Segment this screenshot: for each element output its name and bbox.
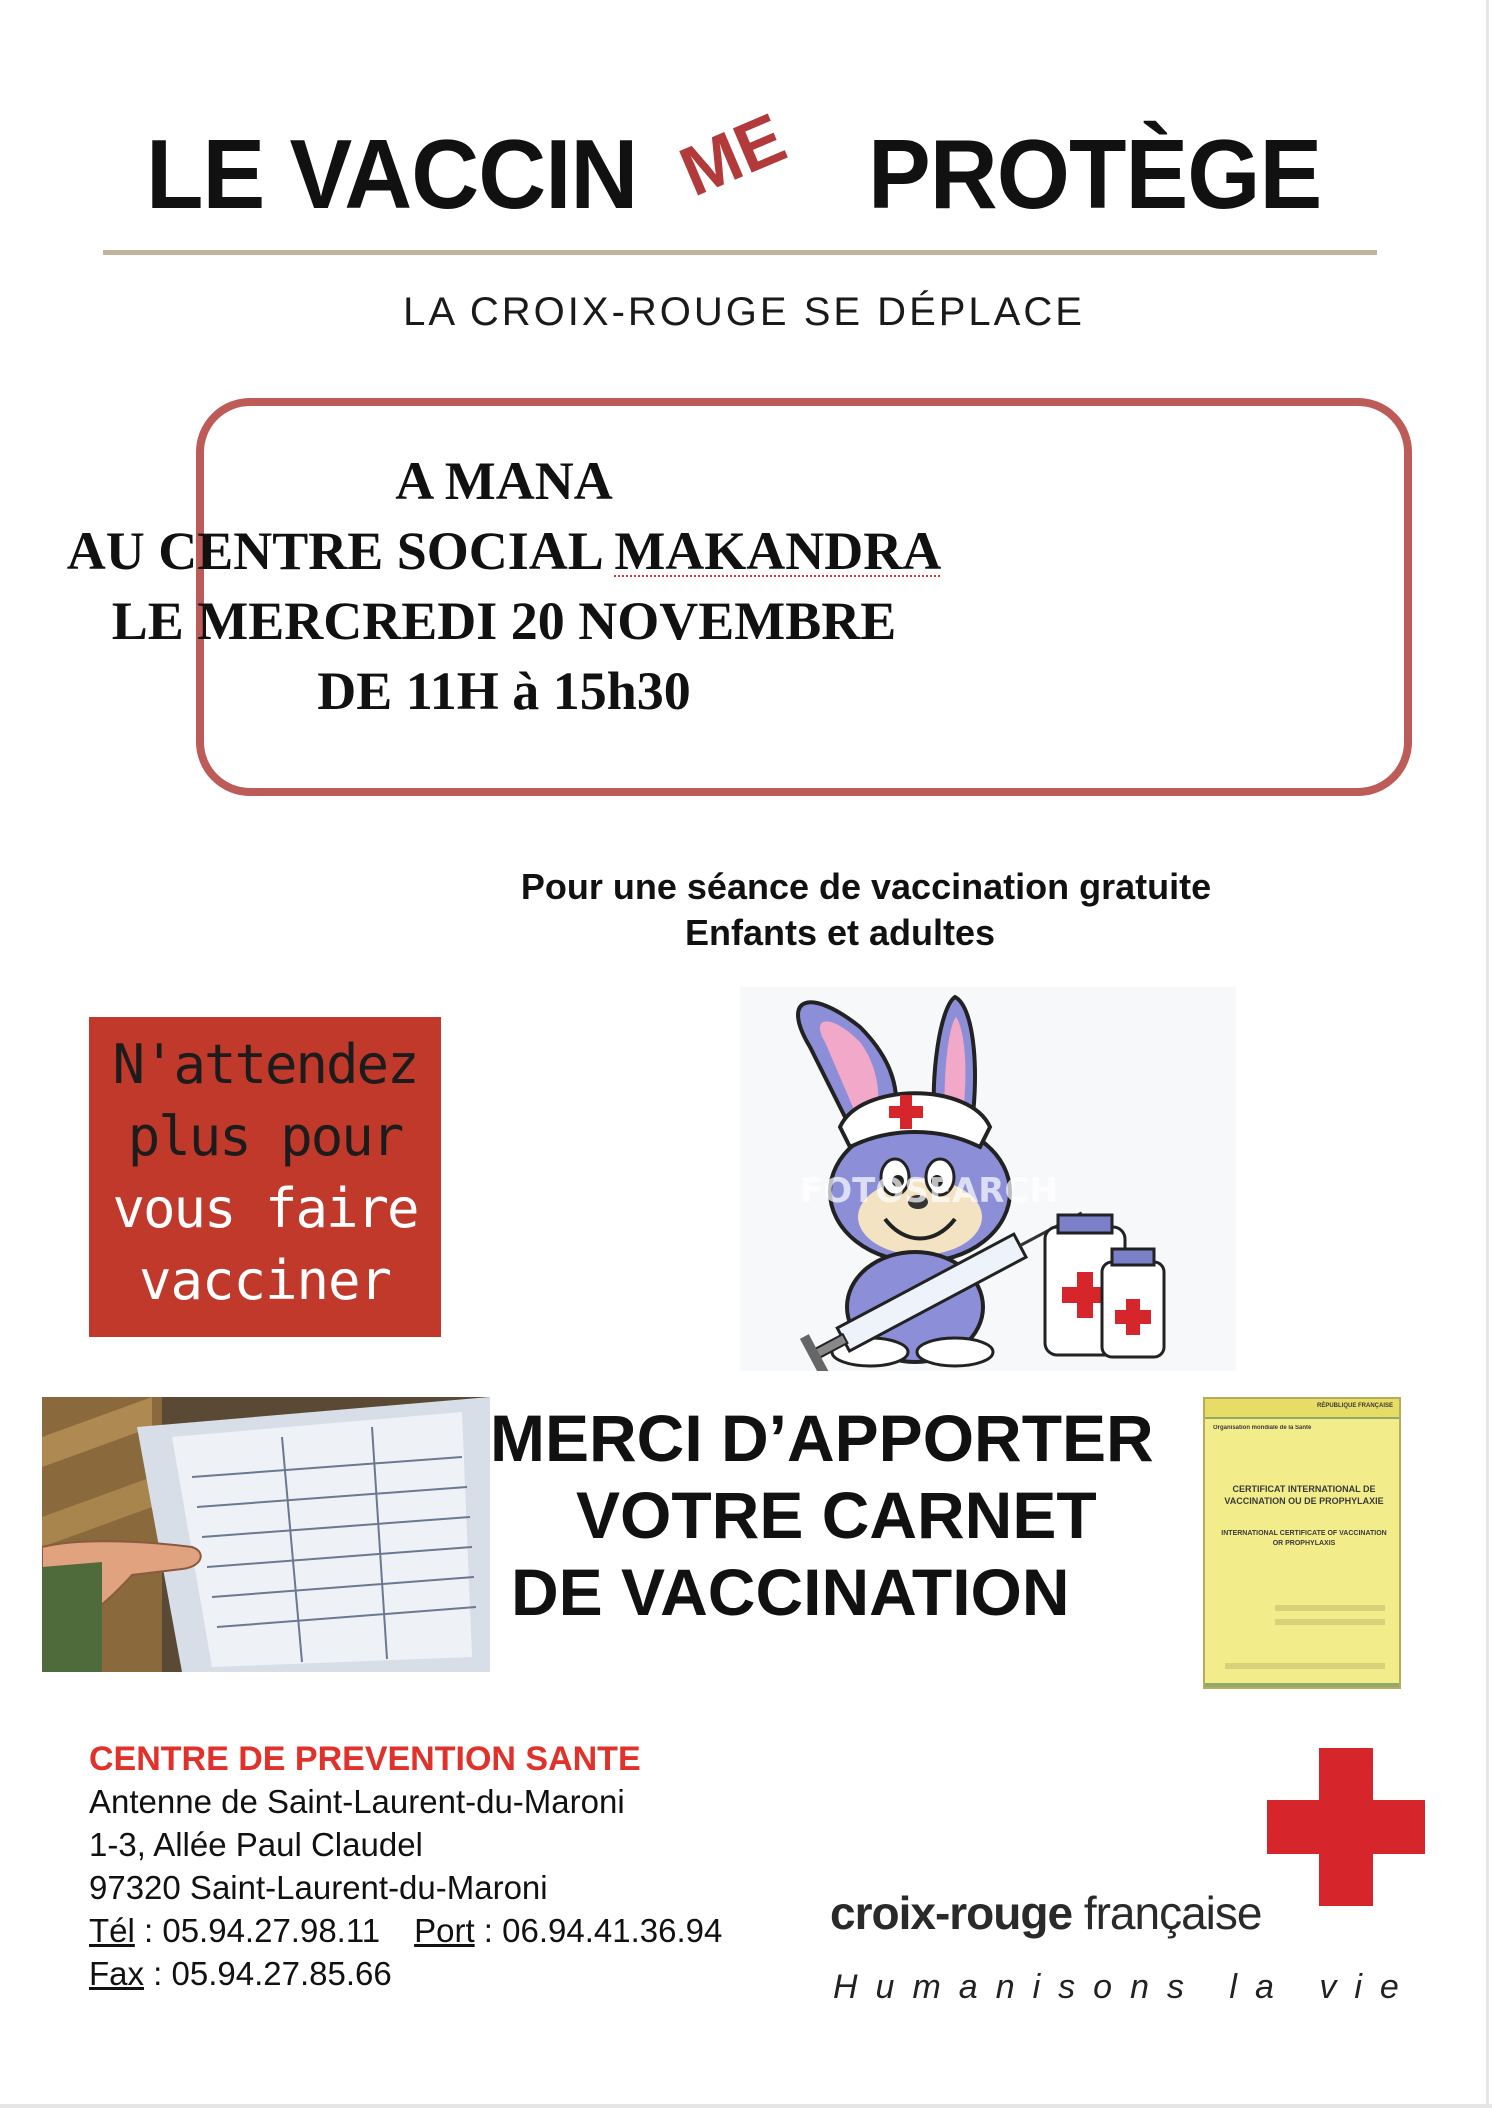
illustration-watermark: FOTOSEARCH [800,1171,1058,1211]
cert-title-fr: CERTIFICAT INTERNATIONAL DE VACCINATION OU DE PROPHYLAXIE [1224,1484,1384,1506]
venue-name: MAKANDRA [614,521,942,581]
title-divider [103,250,1377,255]
tel-label: Tél [89,1912,135,1949]
event-date: LE MERCREDI 20 NOVEMBRE [111,591,897,651]
contact-fax [89,1955,392,1993]
vaccination-certificate-image [1203,1397,1401,1689]
nurse-bunny-illustration [740,987,1236,1371]
cert-header: RÉPUBLIQUE FRANÇAISE [1316,1403,1393,1409]
subtitle: LA CROIX-ROUGE SE DÉPLACE [403,290,1085,334]
cert-org: Organisation mondiale de la Santé [1213,1425,1312,1431]
brand-motto: Humanisons la vie [833,1968,1417,2006]
reminder-line-3: DE VACCINATION [511,1555,1070,1629]
vaccination-book-photo [42,1397,490,1672]
title-part-1: LE VACCIN [146,119,638,229]
fax-value: : 05.94.27.85.66 [144,1955,392,1992]
red-cross-logo-icon [1267,1748,1425,1906]
title-me: ME [669,98,797,212]
sign-line-1: N'attendez [112,1033,418,1096]
event-hours: DE 11H à 15h30 [317,661,691,721]
title-part-3: PROTÈGE [868,119,1322,229]
event-location: A MANA [395,451,613,511]
nattendez-sign [89,1017,441,1337]
page-edge-bottom [0,2104,1492,2108]
brand-name: croix-rouge française [830,1887,1262,1939]
cert-title-en: INTERNATIONAL CERTIFICATE OF VACCINATION OR PROPHYLAXIS [1221,1530,1387,1547]
reminder-line-1: MERCI D’APPORTER [490,1401,1154,1475]
sign-line-3: vous faire [112,1177,418,1240]
event-venue: AU CENTRE SOCIAL MAKANDRA [66,521,942,581]
port-label: Port [414,1912,475,1949]
contact-antenna: Antenne de Saint-Laurent-du-Maroni [89,1783,625,1820]
sign-line-2: plus pour [127,1105,403,1168]
port-value: : 06.94.41.36.94 [474,1912,723,1949]
tel-value: : 05.94.27.98.11 [134,1912,381,1949]
poster-title [0,98,1492,248]
contact-city: 97320 Saint-Laurent-du-Maroni [89,1869,548,1906]
sign-line-4: vacciner [138,1249,392,1312]
fax-label: Fax [89,1955,145,1992]
contact-title: CENTRE DE PREVENTION SANTE [89,1740,641,1778]
contact-street: 1-3, Allée Paul Claudel [89,1826,423,1863]
reminder-line-2: VOTRE CARNET [576,1478,1097,1552]
contact-phones [89,1912,722,1950]
promo-line-2: Enfants et adultes [684,912,996,953]
event-info-box [66,398,1412,796]
promo-line-1: Pour une séance de vaccination gratuite [520,866,1212,907]
